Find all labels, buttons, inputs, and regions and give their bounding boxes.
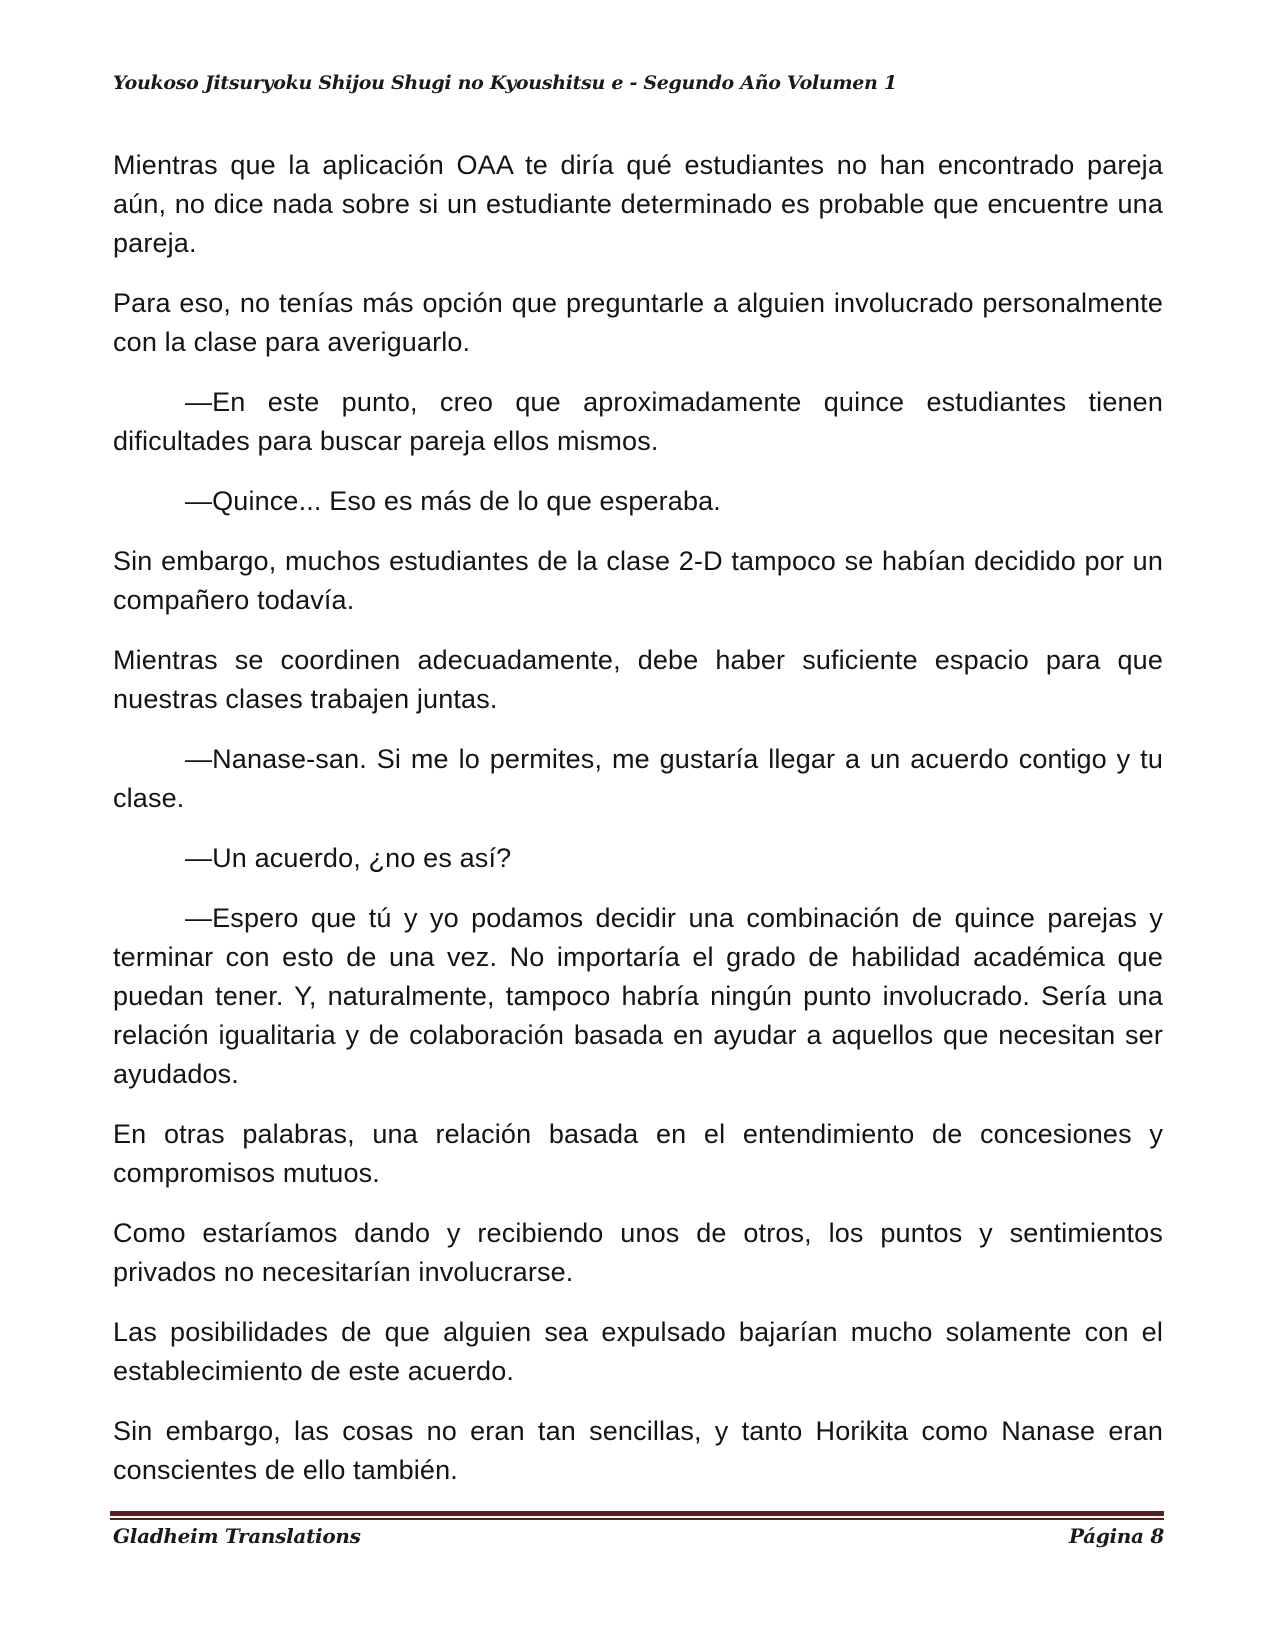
paragraph: Sin embargo, las cosas no eran tan sencillas, y tanto Horikita como Nanase eran conscientes de ello también. [113, 1416, 1163, 1485]
dialogue-paragraph: —En este punto, creo que aproximadamente quince estudiantes tienen dificultades para buscar pareja ellos mismos. [113, 387, 1163, 456]
dialogue-paragraph: —Espero que tú y yo podamos decidir una combinación de quince parejas y terminar con esto de una vez. No importaría el grado de habilidad académica que puedan tener. Y, naturalmente, tampoco habría ningún punto involucrado. Sería una relación igualitaria y de colaboración basada en ayudar a aquellos que necesitan ser ayudados. [113, 903, 1163, 1089]
dialogue-paragraph: —Quince... Eso es más de lo que esperaba. [185, 486, 721, 516]
paragraph: En otras palabras, una relación basada en el entendimiento de concesiones y compromisos mutuos. [113, 1119, 1163, 1188]
page-header-title: Youkoso Jitsuryoku Shijou Shugi no Kyoushitsu e - Segundo Año Volumen 1 [113, 72, 897, 94]
footer-divider-thick-line [110, 1511, 1164, 1516]
footer-divider [110, 1511, 1164, 1520]
paragraph: Mientras que la aplicación OAA te diría qué estudiantes no han encontrado pareja aún, no dice nada sobre si un estudiante determinado es probable que encuentre una pareja. [113, 150, 1163, 258]
paragraph: Las posibilidades de que alguien sea expulsado bajarían mucho solamente con el establecimiento de este acuerdo. [113, 1317, 1163, 1386]
dialogue-paragraph: —Nanase-san. Si me lo permites, me gustaría llegar a un acuerdo contigo y tu clase. [113, 744, 1163, 813]
paragraph: Sin embargo, muchos estudiantes de la clase 2-D tampoco se habían decidido por un compañero todavía. [113, 546, 1163, 615]
paragraph: Mientras se coordinen adecuadamente, debe haber suficiente espacio para que nuestras clases trabajen juntas. [113, 645, 1163, 714]
footer-divider-thin-line [110, 1518, 1164, 1520]
paragraph: Como estaríamos dando y recibiendo unos de otros, los puntos y sentimientos privados no necesitarían involucrarse. [113, 1218, 1163, 1287]
paragraph: Para eso, no tenías más opción que preguntarle a alguien involucrado personalmente con la clase para averiguarlo. [113, 288, 1163, 357]
dialogue-paragraph: —Un acuerdo, ¿no es así? [185, 843, 512, 873]
footer-page-number: Página 8 [1068, 1524, 1164, 1548]
footer-translator-credit: Gladheim Translations [113, 1524, 361, 1548]
document-body [113, 146, 1163, 1511]
